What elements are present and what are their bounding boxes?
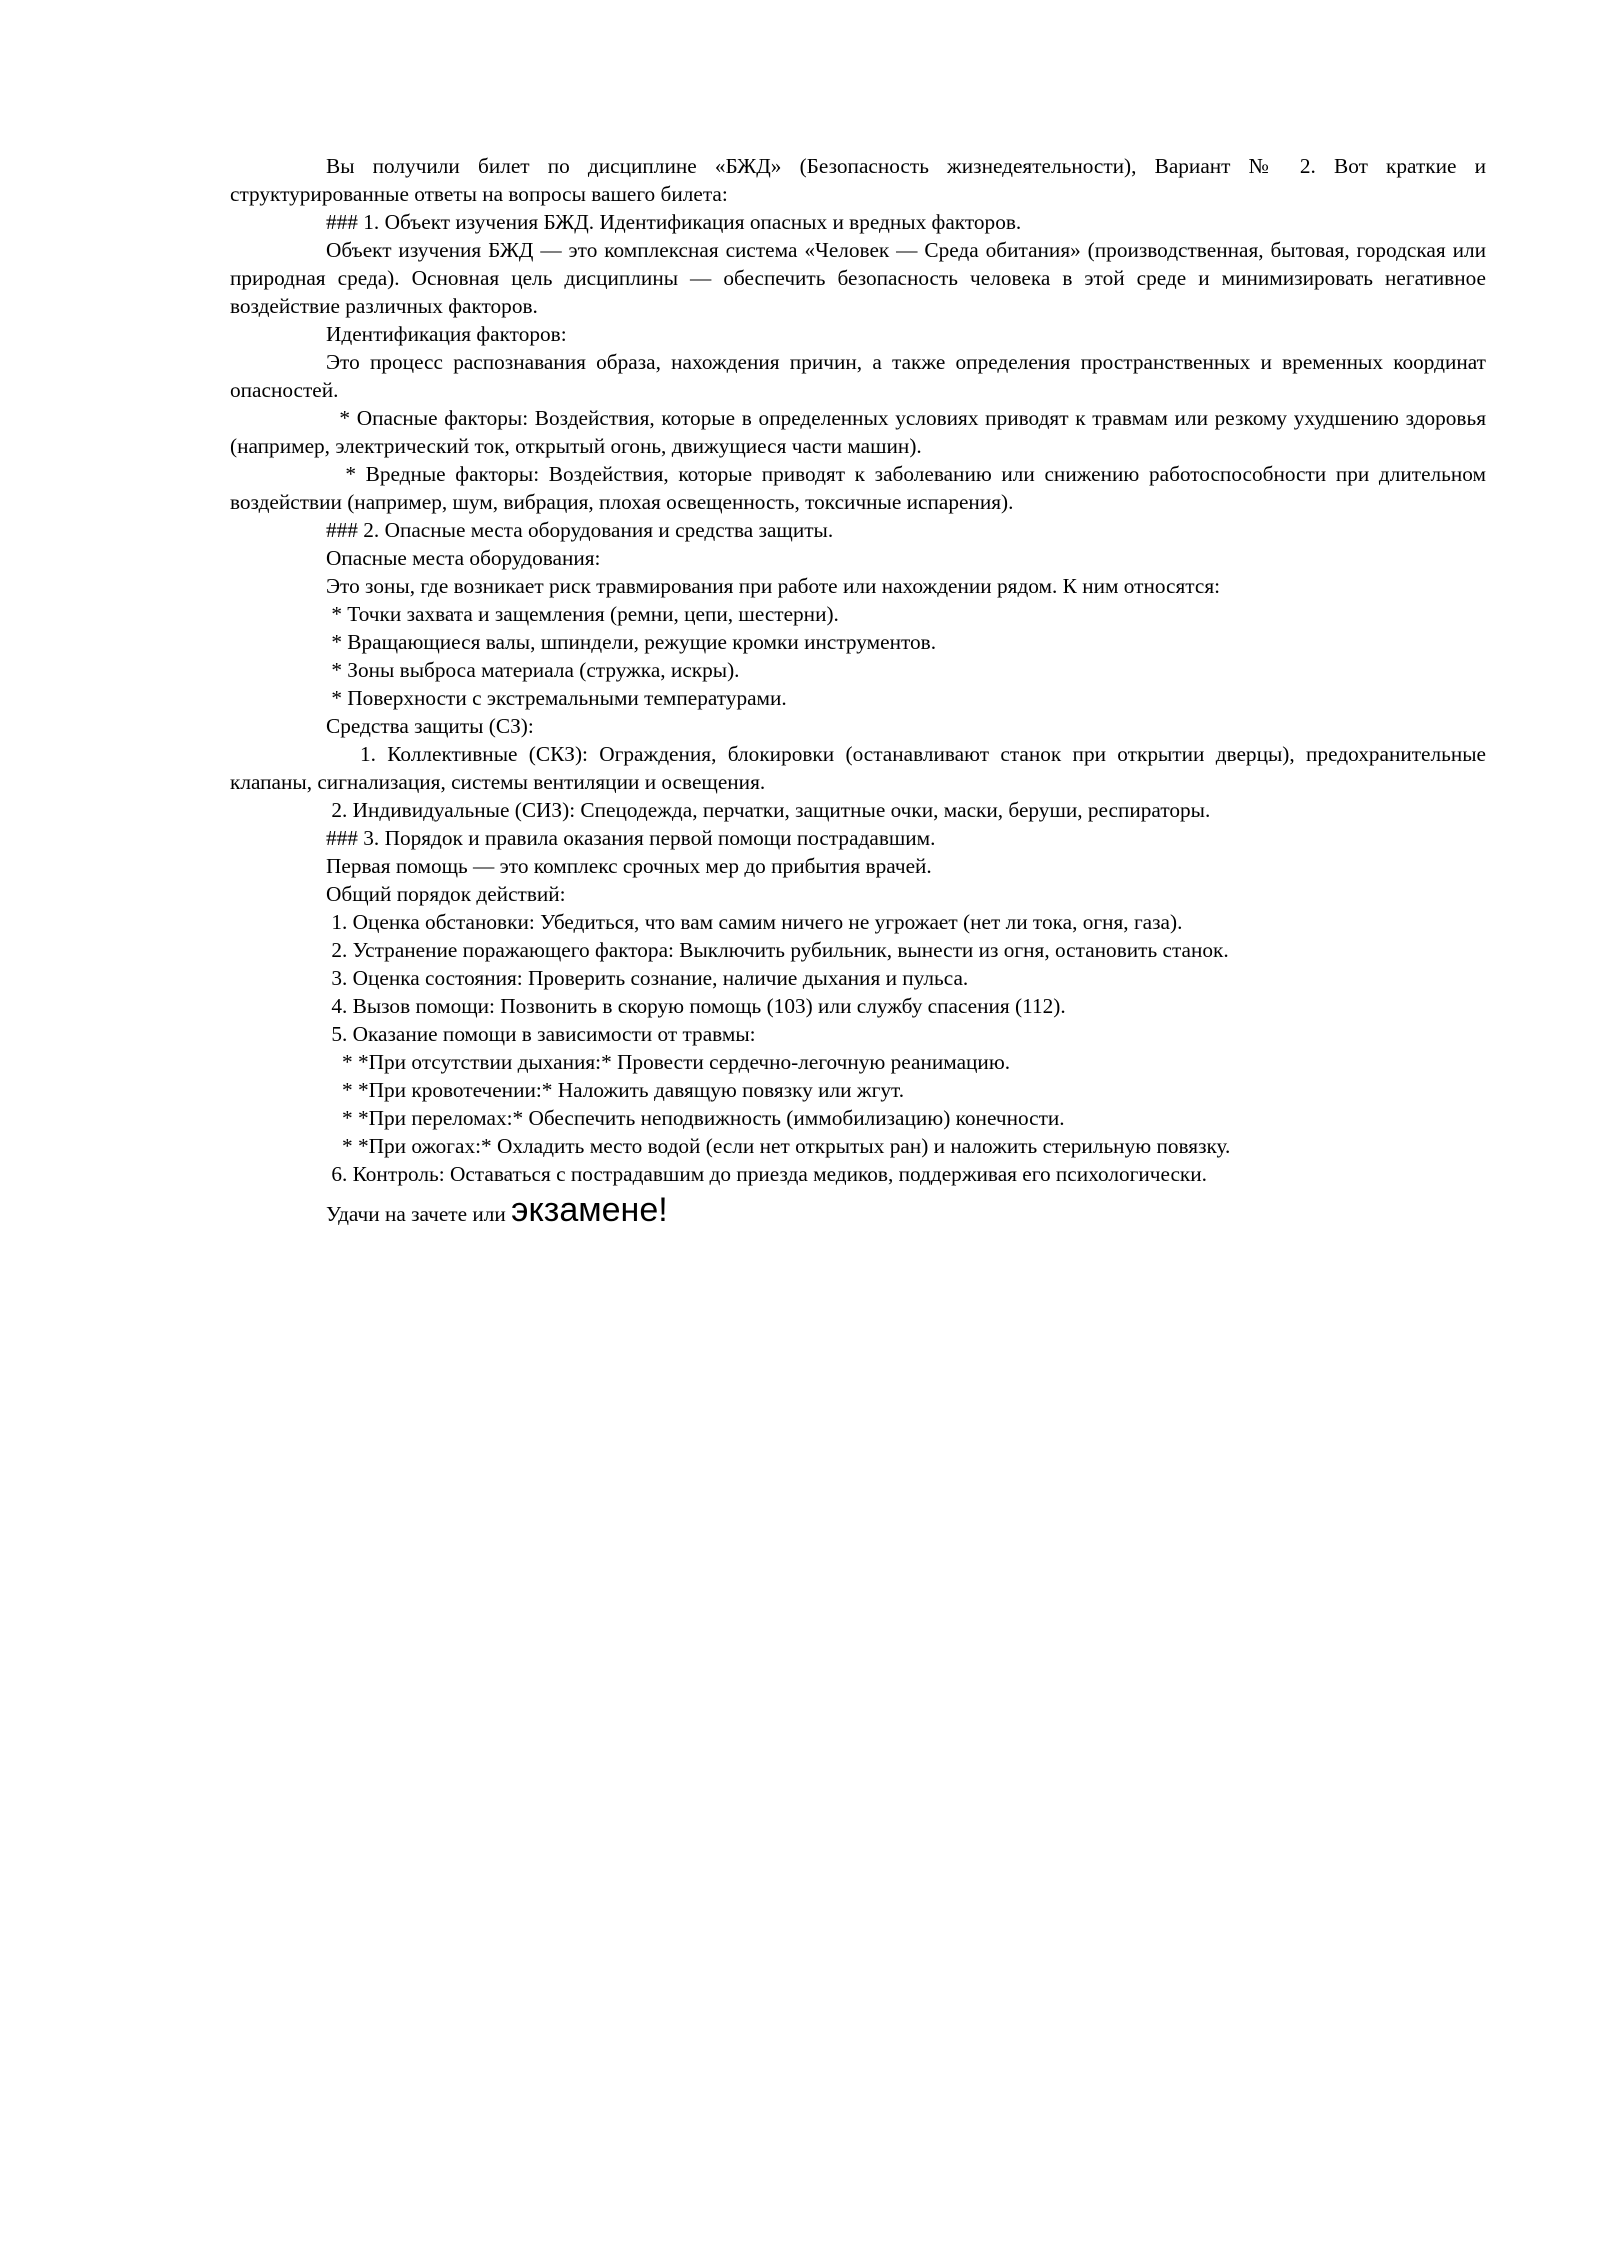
section-heading: ### 3. Порядок и правила оказания первой помощи пострадавшим. [326,826,936,850]
section-heading: ### 2. Опасные места оборудования и средства защиты. [326,518,834,542]
list-item: 2. Устранение поражающего фактора: Выключить рубильник, вынести из огня, остановить станок. [326,938,1229,962]
paragraph: Первая помощь — это комплекс срочных мер до прибытия врачей. [326,854,932,878]
subheading: Средства защиты (СЗ): [326,714,534,738]
list-item: 6. Контроль: Оставаться с пострадавшим до приезда медиков, поддерживая его психологически. [326,1162,1207,1186]
list-item: * *При кровотечении:* Наложить давящую повязку или жгут. [326,1078,905,1102]
paragraph: Это процесс распознавания образа, нахождения причин, а также определения пространственных и временных координат опасностей. [230,350,1492,402]
list-item: 5. Оказание помощи в зависимости от травмы: [326,1022,756,1046]
list-item: * *При ожогах:* Охладить место водой (если нет открытых ран) и наложить стерильную повязку. [326,1134,1231,1158]
list-item: * *При переломах:* Обеспечить неподвижность (иммобилизацию) конечности. [326,1106,1065,1130]
list-item: * Поверхности с экстремальными температурами. [326,686,787,710]
list-item: 1. Оценка обстановки: Убедиться, что вам самим ничего не угрожает (нет ли тока, огня, газа). [326,910,1183,934]
section-heading: ### 1. Объект изучения БЖД. Идентификация опасных и вредных факторов. [326,210,1022,234]
closing-text-large: экзамене! [511,1191,668,1229]
paragraph: Это зоны, где возникает риск травмирования при работе или нахождении рядом. К ним относятся: [326,574,1221,598]
list-item: * Вредные факторы: Воздействия, которые приводят к заболеванию или снижению работоспособности при длительном воздействии (например, шум, вибрация, плохая освещенность, токсичные испарения). [230,462,1492,514]
subheading: Общий порядок действий: [326,882,566,906]
subheading: Опасные места оборудования: [326,546,601,570]
list-item: 4. Вызов помощи: Позвонить в скорую помощь (103) или службу спасения (112). [326,994,1066,1018]
list-item: 3. Оценка состояния: Проверить сознание, наличие дыхания и пульса. [326,966,969,990]
subheading: Идентификация факторов: [326,322,567,346]
list-item: * *При отсутствии дыхания:* Провести сердечно-легочную реанимацию. [326,1050,1011,1074]
list-item: 2. Индивидуальные (СИЗ): Спецодежда, перчатки, защитные очки, маски, беруши, респираторы. [326,798,1211,822]
list-item: * Зоны выброса материала (стружка, искры). [326,658,740,682]
list-item: 1. Коллективные (СКЗ): Ограждения, блокировки (останавливают станок при открытии дверцы), предохранительные клапаны, сигнализация, системы вентиляции и освещения. [230,742,1492,794]
list-item: * Точки захвата и защемления (ремни, цепи, шестерни). [326,602,839,626]
list-item: * Опасные факторы: Воздействия, которые в определенных условиях приводят к травмам или резкому ухудшению здоровья (например, электрический ток, открытый огонь, движущиеся части машин). [230,406,1492,458]
list-item: * Вращающиеся валы, шпиндели, режущие кромки инструментов. [326,630,937,654]
paragraph: Объект изучения БЖД — это комплексная система «Человек — Среда обитания» (производственная, бытовая, городская или природная среда). Основная цель дисциплины — обеспечить безопасность человека в этой среде и минимизировать негативное воздействие различных факторов. [230,238,1492,318]
paragraph: Вы получили билет по дисциплине «БЖД» (Безопасность жизнедеятельности), Вариант № 2. Вот краткие и структурированные ответы на вопросы вашего билета: [230,154,1492,206]
closing-text-small: Удачи на зачете или [326,1202,512,1226]
closing-line [230,1192,1486,1232]
document-body [230,152,1492,1232]
